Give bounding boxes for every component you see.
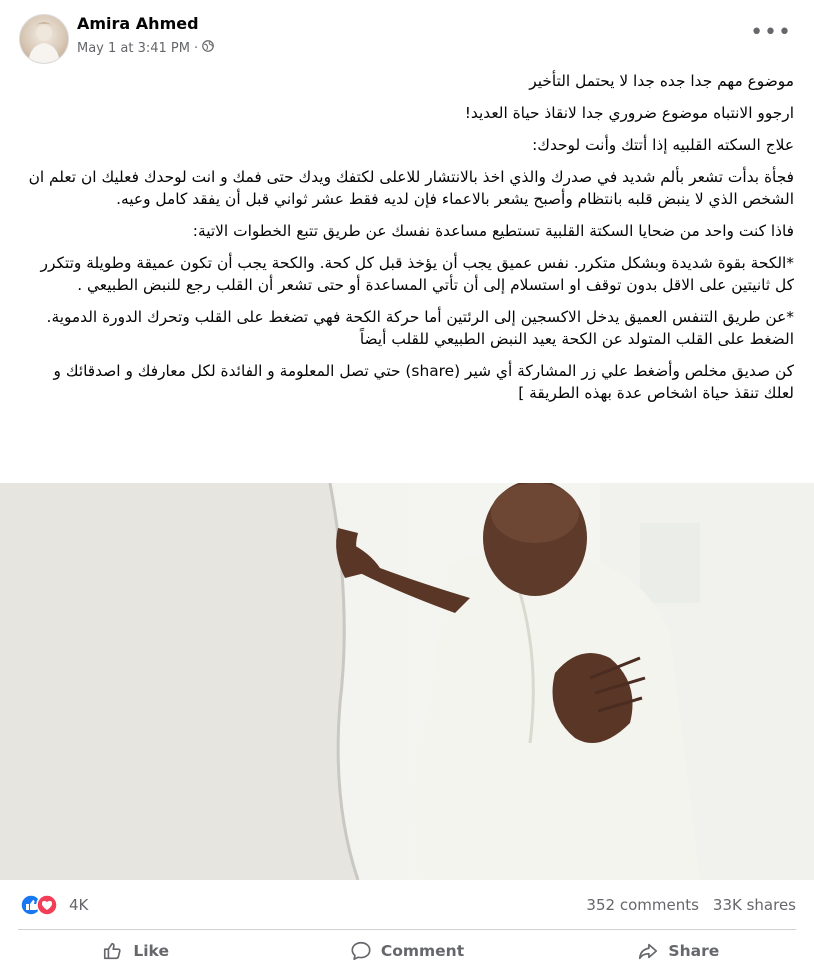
comment-button[interactable] (271, 931, 542, 970)
like-label: Like (133, 941, 169, 960)
share-icon (637, 940, 659, 962)
share-label: Share (668, 941, 720, 960)
post-paragraph: علاج السكته القلبيه إذا أتتك وأنت لوحدك: (532, 136, 794, 154)
comments-count[interactable]: 352 comments (586, 896, 699, 914)
meta-separator: · (194, 40, 199, 56)
engagement-stats (586, 896, 796, 914)
love-icon (37, 895, 57, 915)
man-clutching-chest-illustration (0, 483, 814, 880)
actions-divider (18, 929, 796, 930)
post-body (20, 70, 794, 414)
like-button[interactable] (0, 931, 271, 970)
more-options-icon[interactable]: ••• (750, 20, 792, 45)
post-paragraph: *عن طريق التنفس العميق يدخل الاكسجين إلى الرئتين أما حركة الكحة فهي تضغط على القلب وتحرك الدورة الدموية. الضغط على القلب المتولد عن الكحة يعيد النبض الطبيعي للقلب أيضاً (46, 308, 794, 348)
shares-count[interactable]: 33K shares (712, 896, 796, 914)
timestamp[interactable]: May 1 at 3:41 PM (77, 40, 190, 56)
comment-label: Comment (380, 941, 465, 960)
avatar[interactable] (19, 14, 69, 64)
globe-icon (202, 40, 214, 56)
reaction-count[interactable]: 4K (69, 896, 89, 914)
post-actions (0, 931, 814, 970)
post-paragraph: *الكحة بقوة شديدة وبشكل متكرر. نفس عميق يجب أن يؤخذ قبل كل كحة. والكحة يجب أن تكون عميقة وطويلة وتتكرر كل ثانيتين على الاقل بدون توقف او استسلام إلى أن تأتي المساعدة أو حتى تشعر أن القلب رجع للنبض الطبيعي . (40, 254, 794, 294)
thumbs-up-icon (102, 940, 124, 962)
post-photo[interactable] (0, 483, 814, 880)
post-meta (77, 40, 214, 56)
post-paragraph: كن صديق مخلص وأضغط علي زر المشاركة أي شير (share) حتي تصل المعلومة و الفائدة لكل معارفك و اصدقائك و لعلك تنقذ حياة اشخاص عدة بهذه الطريقة ] (53, 362, 794, 402)
post-paragraph: ارجوو الانتباه موضوع ضروري جدا لانقاذ حياة العديد! (464, 104, 794, 122)
reaction-icons[interactable] (20, 894, 68, 916)
post-paragraph: فجأة بدأت تشعر بألم شديد في صدرك والذي اخذ بالانتشار للاعلى لكتفك ويدك حتى فمك و انت لوحدك فعليك ان تعلم ان الشخص الذي لا ينبض قلبه بانتظام وأصبح يشعر بالاعماء فإن لديه فقط عشر ثواني قبل أن يفقد كامل وعيه. (28, 168, 794, 208)
post-header (0, 0, 814, 70)
author-name[interactable]: Amira Ahmed (77, 14, 199, 33)
reactions-bar (0, 880, 814, 932)
share-button[interactable] (543, 931, 814, 970)
comment-icon (350, 940, 372, 962)
post-paragraph: فاذا كنت واحد من ضحايا السكتة القلبية تستطيع مساعدة نفسك عن طريق تتبع الخطوات الاتية: (192, 222, 794, 240)
post-paragraph: موضوع مهم جدا جده جدا لا يحتمل التأخير (529, 72, 794, 90)
